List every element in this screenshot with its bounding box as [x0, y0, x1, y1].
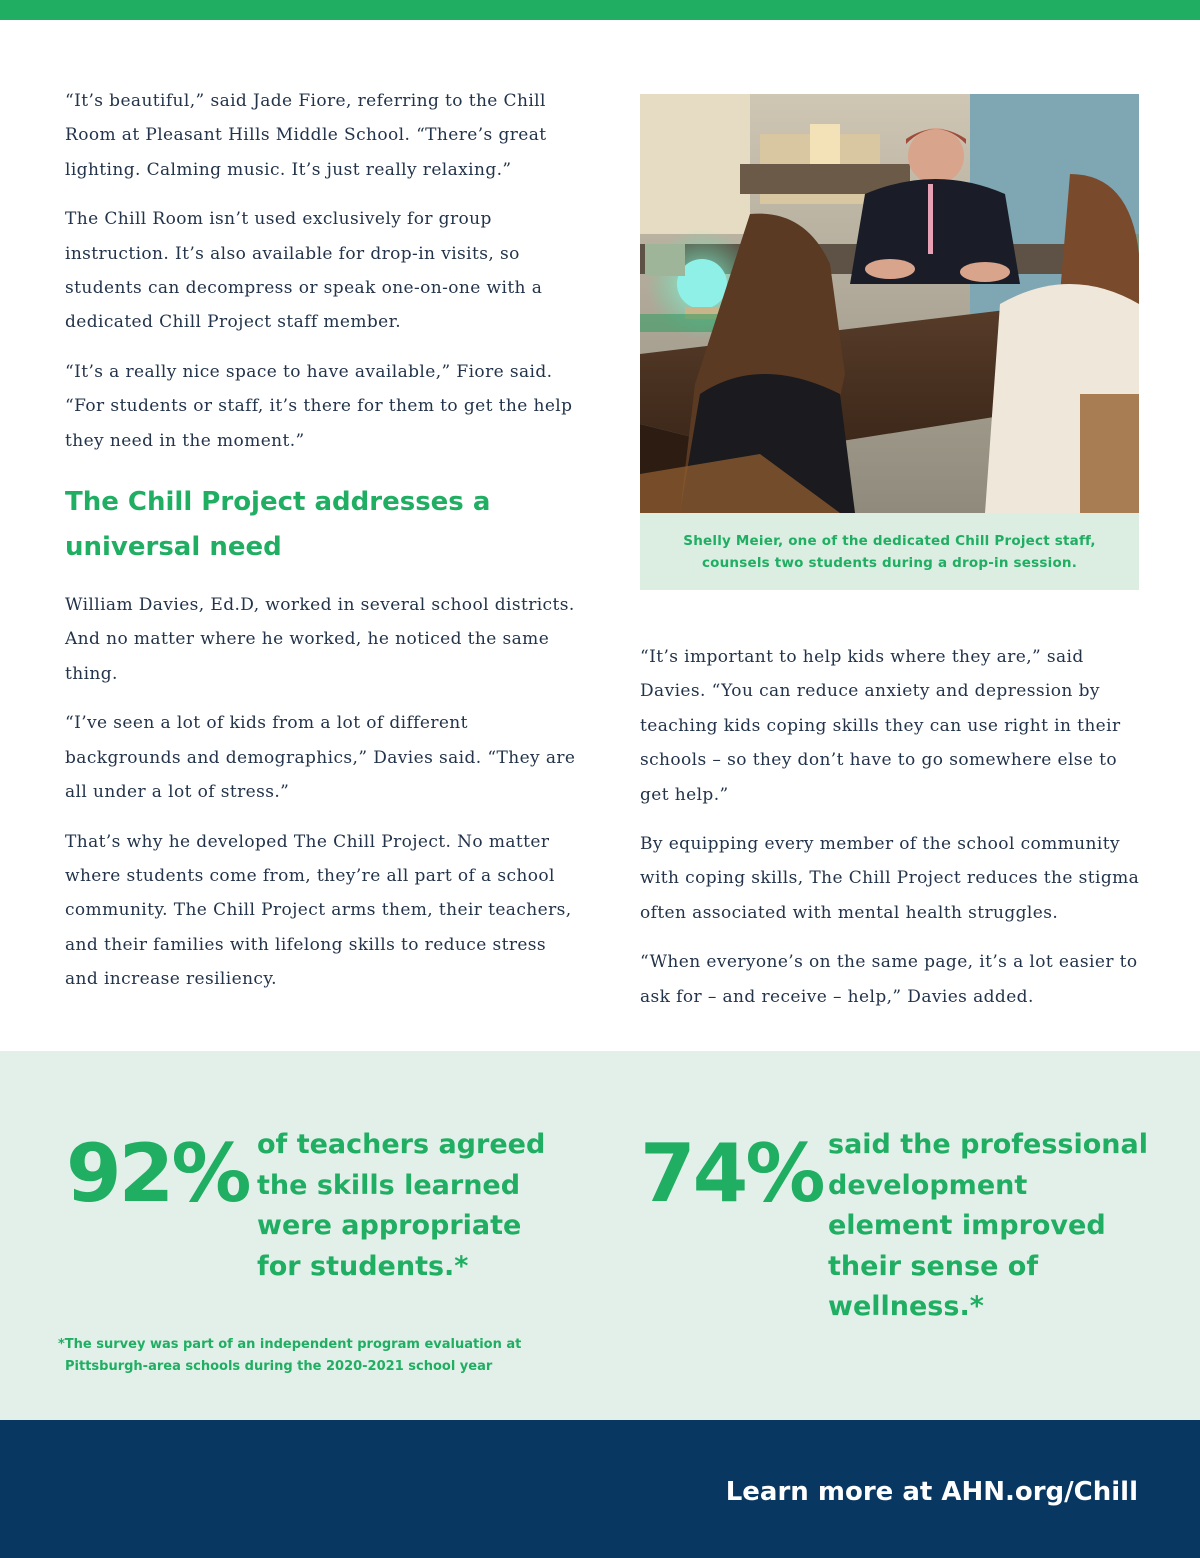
paragraph-nice-space-quote: “It’s a really nice space to have available,” Fiore said. “For students or staff, it’s there for them to get the help they need in the moment.” — [65, 361, 573, 451]
stat-value-teachers: 92% — [66, 1127, 249, 1220]
paragraph-coping-skills-stigma: By equipping every member of the school community with coping skills, The Chill Project reduces the stigma often associated with mental health struggles. — [640, 834, 1140, 923]
photo-caption — [640, 513, 1139, 590]
learn-more-link[interactable]: Learn more at AHN.org/Chill — [725, 1477, 1138, 1507]
photo-figure — [640, 94, 1139, 590]
counseling-session-photo — [640, 94, 1139, 513]
footnote-line-1: *The survey was part of an independent program evaluation at — [58, 1337, 522, 1352]
stat-value-wellness: 74% — [640, 1127, 823, 1220]
paragraph-davies-stress-quote: “I’ve seen a lot of kids from a lot of different backgrounds and demographics,” Davies said. “They are all under a lot of stress.” — [65, 713, 576, 803]
top-accent-bar — [0, 0, 1200, 20]
paragraph-same-page-quote: “When everyone’s on the same page, it’s a lot easier to ask for – and receive – help,” Davies added. — [640, 952, 1138, 1007]
statistics-panel — [0, 1051, 1200, 1420]
footnote-line-2: Pittsburgh-area schools during the 2020-2021 school year — [65, 1359, 493, 1374]
paragraph-chill-room-quote: “It’s beautiful,” said Jade Fiore, referring to the Chill Room at Pleasant Hills Middle School. “There’s great lighting. Calming music. It’s just really relaxing.” — [65, 91, 547, 180]
left-article-column — [65, 84, 585, 1012]
paragraph-help-kids-quote: “It’s important to help kids where they are,” said Davies. “You can reduce anxiety and depression by teaching kids coping skills they can use right in their schools – so they don’t have to go somewhere else to get help.” — [640, 647, 1121, 805]
section-heading: The Chill Project addresses a universal need — [65, 487, 491, 563]
stat-text-teachers: of teachers agreed the skills learned were appropriate for students.* — [257, 1129, 546, 1282]
paragraph-drop-in-visits: The Chill Room isn’t used exclusively for group instruction. It’s also available for drop-in visits, so students can decompress or speak one-on-one with a dedicated Chill Project staff member. — [65, 209, 543, 333]
footer-banner — [0, 1420, 1200, 1558]
right-article-column — [640, 640, 1145, 1029]
photo-caption-text: Shelly Meier, one of the dedicated Chill Project staff, counsels two students during a drop-in session. — [683, 532, 1096, 571]
survey-footnote — [58, 1334, 578, 1378]
paragraph-chill-project-origin: That’s why he developed The Chill Project. No matter where students come from, they’re all part of a school community. The Chill Project arms them, their teachers, and their families with lifelong skills to reduce stress and increase resiliency. — [65, 831, 572, 990]
stat-text-wellness: said the professional development element improved their sense of wellness.* — [828, 1129, 1149, 1322]
paragraph-davies-background: William Davies, Ed.D, worked in several school districts. And no matter where he worked, he noticed the same thing. — [65, 595, 575, 684]
